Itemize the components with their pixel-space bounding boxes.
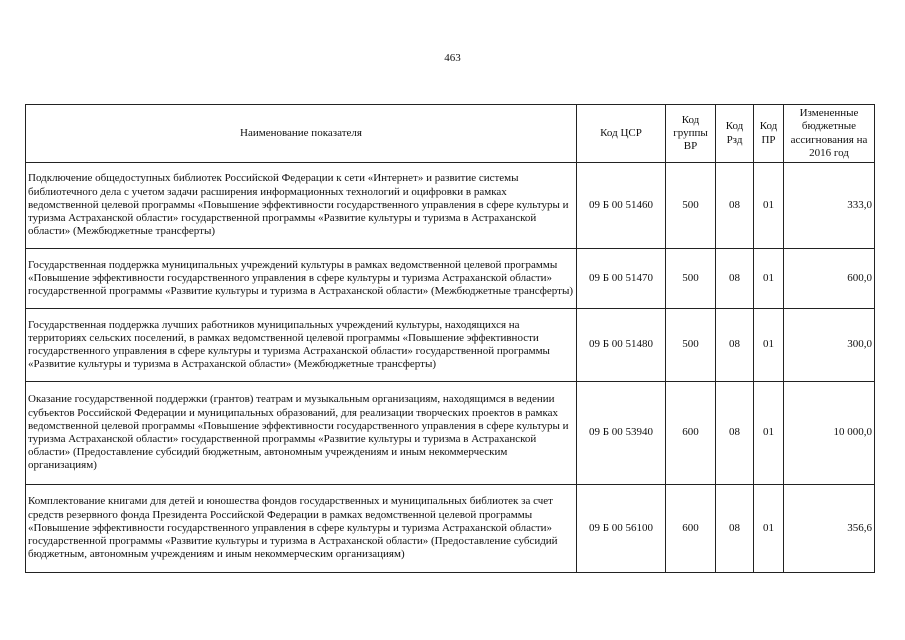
budget-table	[25, 104, 875, 573]
header-amount: Измененные бюджетные ассигнования на 2016 год	[784, 105, 875, 163]
row-vr: 500	[666, 249, 716, 309]
row-name: Оказание государственной поддержки (грантов) театрам и музыкальным организациям, находящимся в ведении субъектов Российской Федерации и муниципальных образований, для реализации творческих проектов в рамках ведомственной целевой программы «Повышение эффективности государственного управления в сфере культуры и туризма Астраханской области» государственной программы «Развитие культуры и туризма в Астраханской области» (Предоставление субсидий бюджетным, автономным учреждениям и иным некоммерческим организациям)	[26, 382, 577, 485]
row-pr: 01	[754, 249, 784, 309]
header-vr: Код группы ВР	[666, 105, 716, 163]
row-vr: 600	[666, 382, 716, 485]
row-vr: 500	[666, 309, 716, 382]
header-rzd: Код Рзд	[716, 105, 754, 163]
row-rzd: 08	[716, 485, 754, 573]
row-amount: 10 000,0	[784, 382, 875, 485]
row-amount: 356,6	[784, 485, 875, 573]
row-vr: 500	[666, 163, 716, 249]
row-amount: 600,0	[784, 249, 875, 309]
row-csr: 09 Б 00 53940	[577, 382, 666, 485]
row-pr: 01	[754, 163, 784, 249]
row-pr: 01	[754, 485, 784, 573]
row-csr: 09 Б 00 51460	[577, 163, 666, 249]
page-number: 463	[444, 52, 461, 64]
header-csr: Код ЦСР	[577, 105, 666, 163]
row-name: Комплектование книгами для детей и юношества фондов государственных и муниципальных библиотек за счет средств резервного фонда Президента Российской Федерации в рамках ведомственной целевой программы «Повышение эффективности государственного управления в сфере культуры и туризма Астраханской области» государственной программы «Развитие культуры и туризма в Астраханской области» (Предоставление субсидий бюджетным, автономным учреждениям и иным некоммерческим организациям)	[26, 485, 577, 573]
row-name: Государственная поддержка муниципальных учреждений культуры в рамках ведомственной целевой программы «Повышение эффективности государственного управления в сфере культуры и туризма Астраханской области» государственной программы «Развитие культуры и туризма в Астраханской области» (Межбюджетные трансферты)	[26, 249, 577, 309]
table-row	[26, 382, 875, 485]
row-amount: 300,0	[784, 309, 875, 382]
row-name: Государственная поддержка лучших работников муниципальных учреждений культуры, находящихся на территориях сельских поселений, в рамках ведомственной целевой программы «Повышение эффективности государственного управления в сфере культуры и туризма Астраханской области» государственной программы «Развитие культуры и туризма в Астраханской области» (Межбюджетные трансферты)	[26, 309, 577, 382]
table-row	[26, 163, 875, 249]
row-rzd: 08	[716, 309, 754, 382]
row-rzd: 08	[716, 249, 754, 309]
row-name: Подключение общедоступных библиотек Российской Федерации к сети «Интернет» и развитие системы библиотечного дела с учетом задачи расширения информационных технологий и оцифровки в рамках ведомственной целевой программы «Повышение эффективности государственного управления в сфере культуры и туризма Астраханской области» государственной программы «Развитие культуры и туризма в Астраханской области» (Межбюджетные трансферты)	[26, 163, 577, 249]
table-row	[26, 249, 875, 309]
table-row	[26, 485, 875, 573]
row-csr: 09 Б 00 56100	[577, 485, 666, 573]
row-pr: 01	[754, 382, 784, 485]
header-pr: Код ПР	[754, 105, 784, 163]
row-vr: 600	[666, 485, 716, 573]
row-csr: 09 Б 00 51480	[577, 309, 666, 382]
table-row	[26, 309, 875, 382]
row-rzd: 08	[716, 163, 754, 249]
row-rzd: 08	[716, 382, 754, 485]
row-csr: 09 Б 00 51470	[577, 249, 666, 309]
table-header-row	[26, 105, 875, 163]
row-pr: 01	[754, 309, 784, 382]
row-amount: 333,0	[784, 163, 875, 249]
header-name: Наименование показателя	[26, 105, 577, 163]
